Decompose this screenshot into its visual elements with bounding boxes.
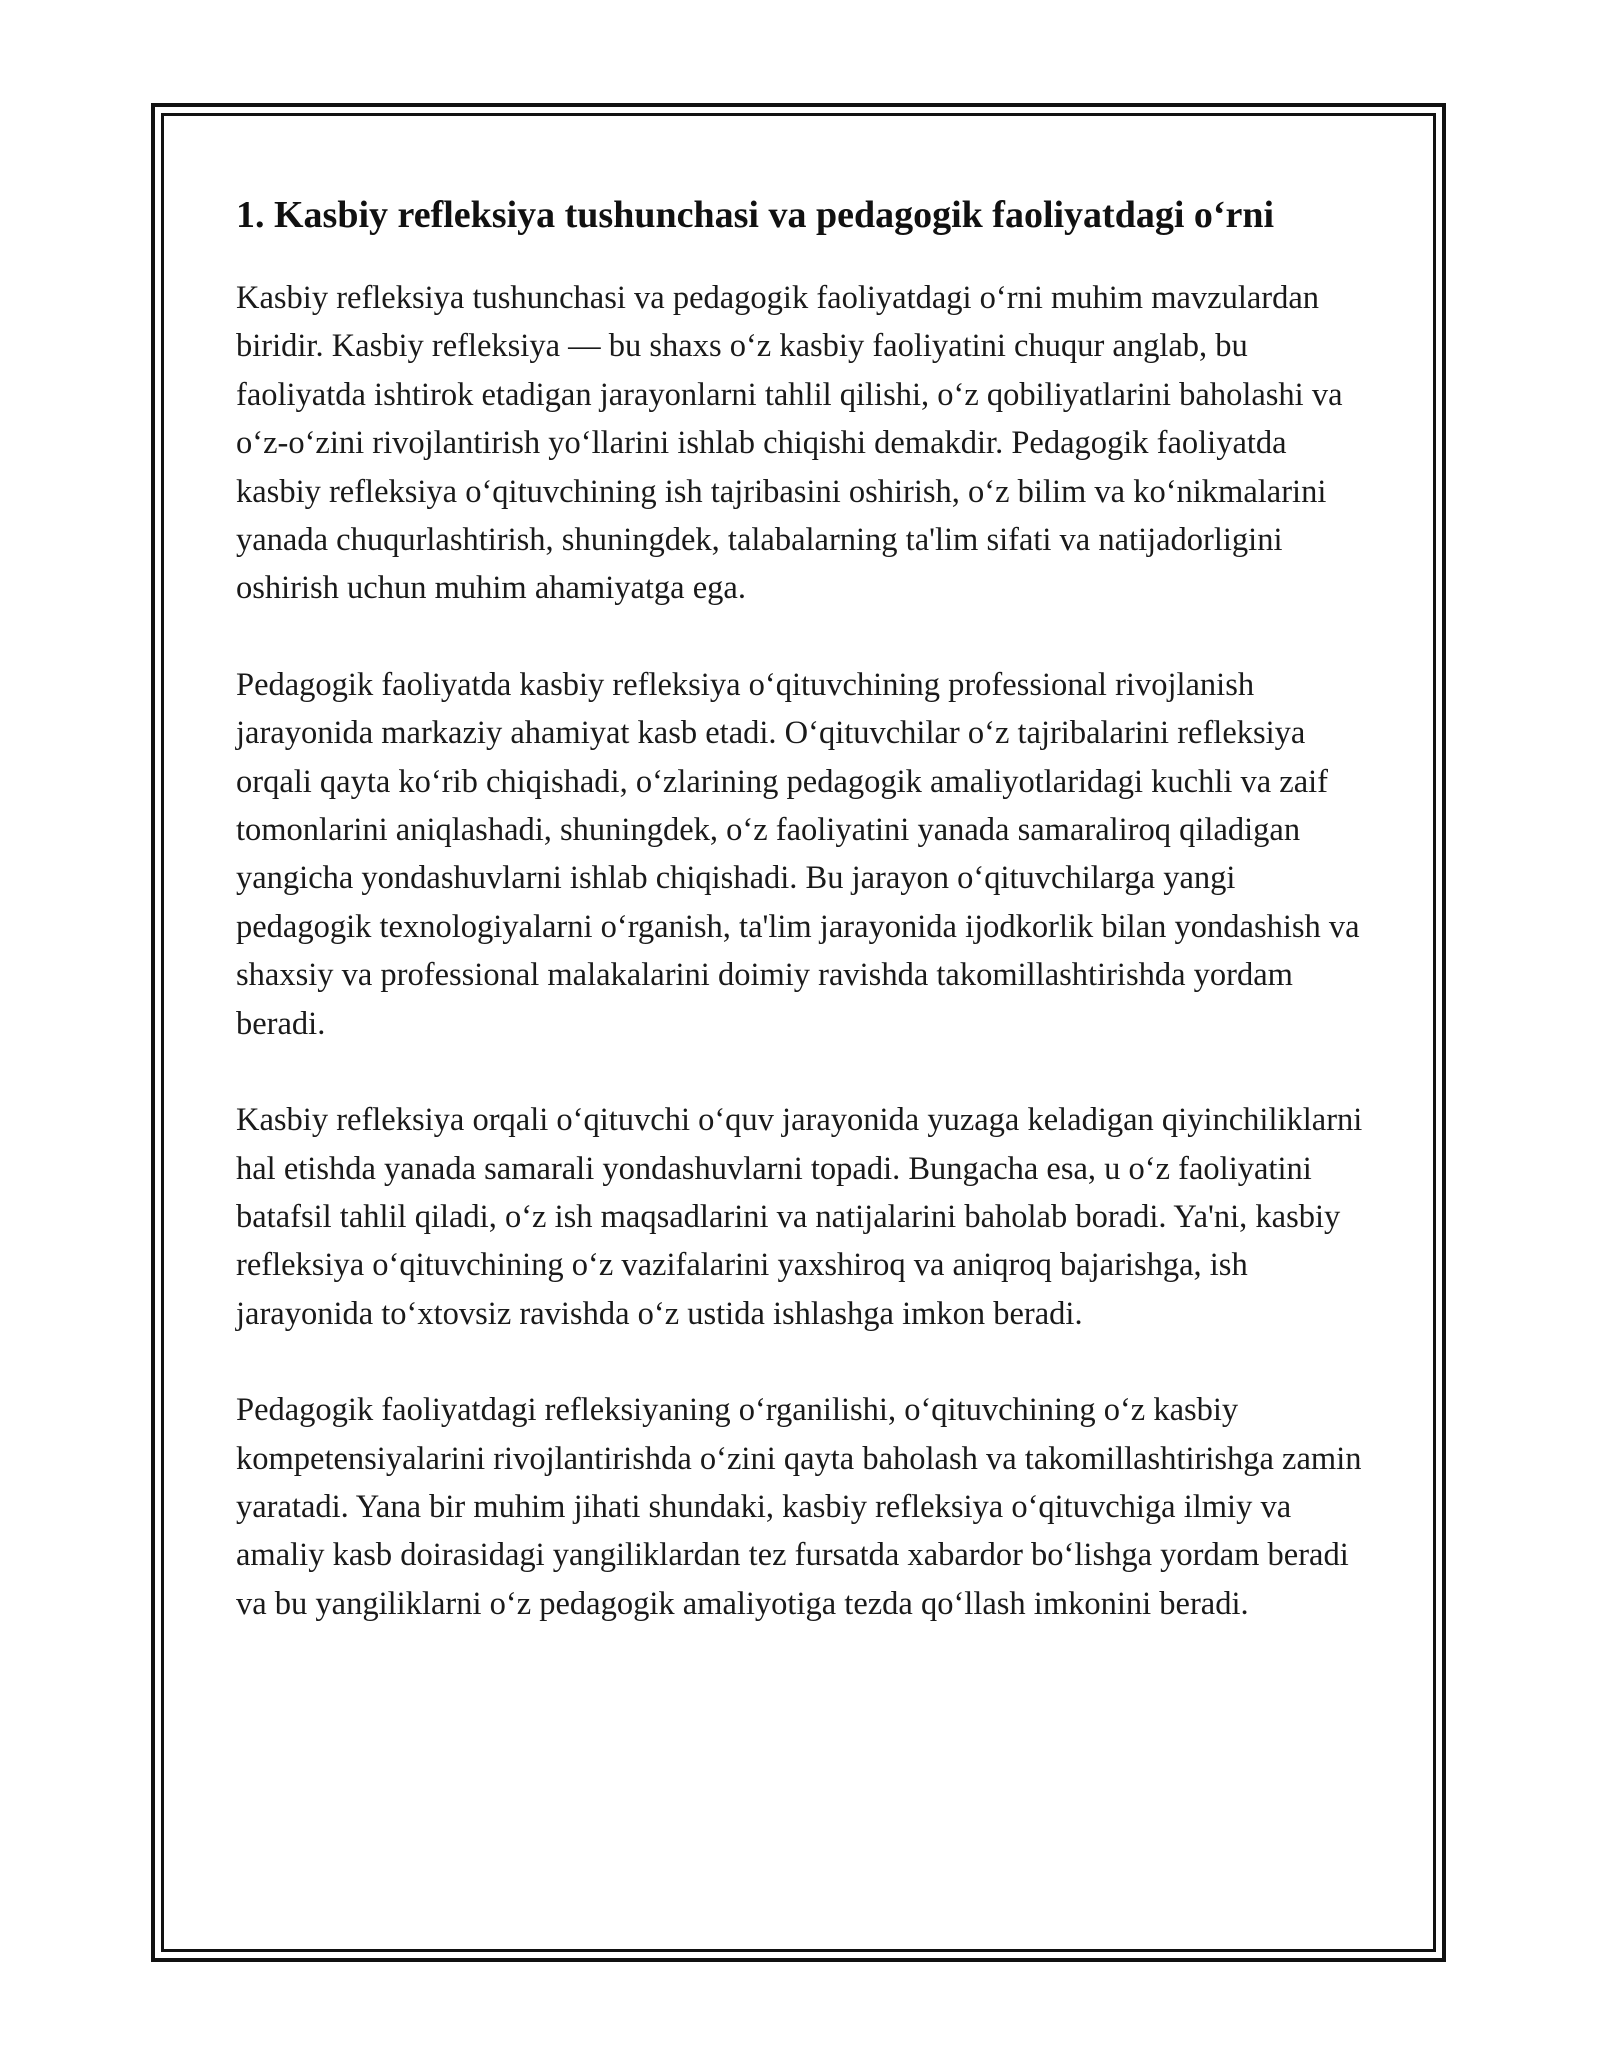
paragraph-3: Kasbiy refleksiya orqali o‘qituvchi o‘quv jarayonida yuzaga keladigan qiyinchiliklarni hal etishda yanada samarali yondashuvlarni topadi. Bungacha esa, u o‘z faoliyatini batafsil tahlil qiladi, o‘z ish maqsadlarini va natijalarini baholab boradi. Ya'ni, kasbiy refleksiya o‘qituvchining o‘z vazifalarini yaxshiroq va aniqroq bajarishga, ish jarayonida to‘xtovsiz ravishda o‘z ustida ishlashga imkon beradi.: [236, 1102, 1363, 1332]
paragraph-4: Pedagogik faoliyatdagi refleksiyaning o‘rganilishi, o‘qituvchining o‘z kasbiy kompetensiyalarini rivojlantirishda o‘zini qayta baholash va takomillashtirishga zamin yaratadi. Yana bir muhim jihati shundaki, kasbiy refleksiya o‘qituvchiga ilmiy va amaliy kasb doirasidagi yangiliklardan tez fursatda xabardor bo‘lishga yordam beradi va bu yangiliklarni o‘z pedagogik amaliyotiga tezda qo‘llash imkonini beradi.: [236, 1392, 1362, 1622]
document-body: [236, 188, 1376, 1628]
paragraph-2: Pedagogik faoliyatda kasbiy refleksiya o‘qituvchining professional rivojlanish jarayonida markaziy ahamiyat kasb etadi. O‘qituvchilar o‘z tajribalarini refleksiya orqali qayta ko‘rib chiqishadi, o‘zlarining pedagogik amaliyotlaridagi kuchli va zaif tomonlarini aniqlashadi, shuningdek, o‘z faoliyatini yanada samaraliroq qiladigan yangicha yondashuvlarni ishlab chiqishadi. Bu jarayon o‘qituvchilarga yangi pedagogik texnologiyalarni o‘rganish, ta'lim jarayonida ijodkorlik bilan yondashish va shaxsiy va professional malakalarini doimiy ravishda takomillashtirishda yordam beradi.: [236, 666, 1360, 1042]
paragraph-1: Kasbiy refleksiya tushunchasi va pedagogik faoliyatdagi o‘rni muhim mavzulardan biridir. Kasbiy refleksiya — bu shaxs o‘z kasbiy faoliyatini chuqur anglab, bu faoliyatda ishtirok etadigan jarayonlarni tahlil qilishi, o‘z qobiliyatlarini baholashi va o‘z-o‘zini rivojlantirish yo‘llarini ishlab chiqishi demakdir. Pedagogik faoliyatda kasbiy refleksiya o‘qituvchining ish tajribasini oshirish, o‘z bilim va ko‘nikmalarini yanada chuqurlashtirish, shuningdek, talabalarning ta'lim sifati va natijadorligini oshirish uchun muhim ahamiyatga ega.: [236, 280, 1343, 607]
section-heading: 1. Kasbiy refleksiya tushunchasi va pedagogik faoliyatdagi o‘rni: [236, 194, 1275, 236]
